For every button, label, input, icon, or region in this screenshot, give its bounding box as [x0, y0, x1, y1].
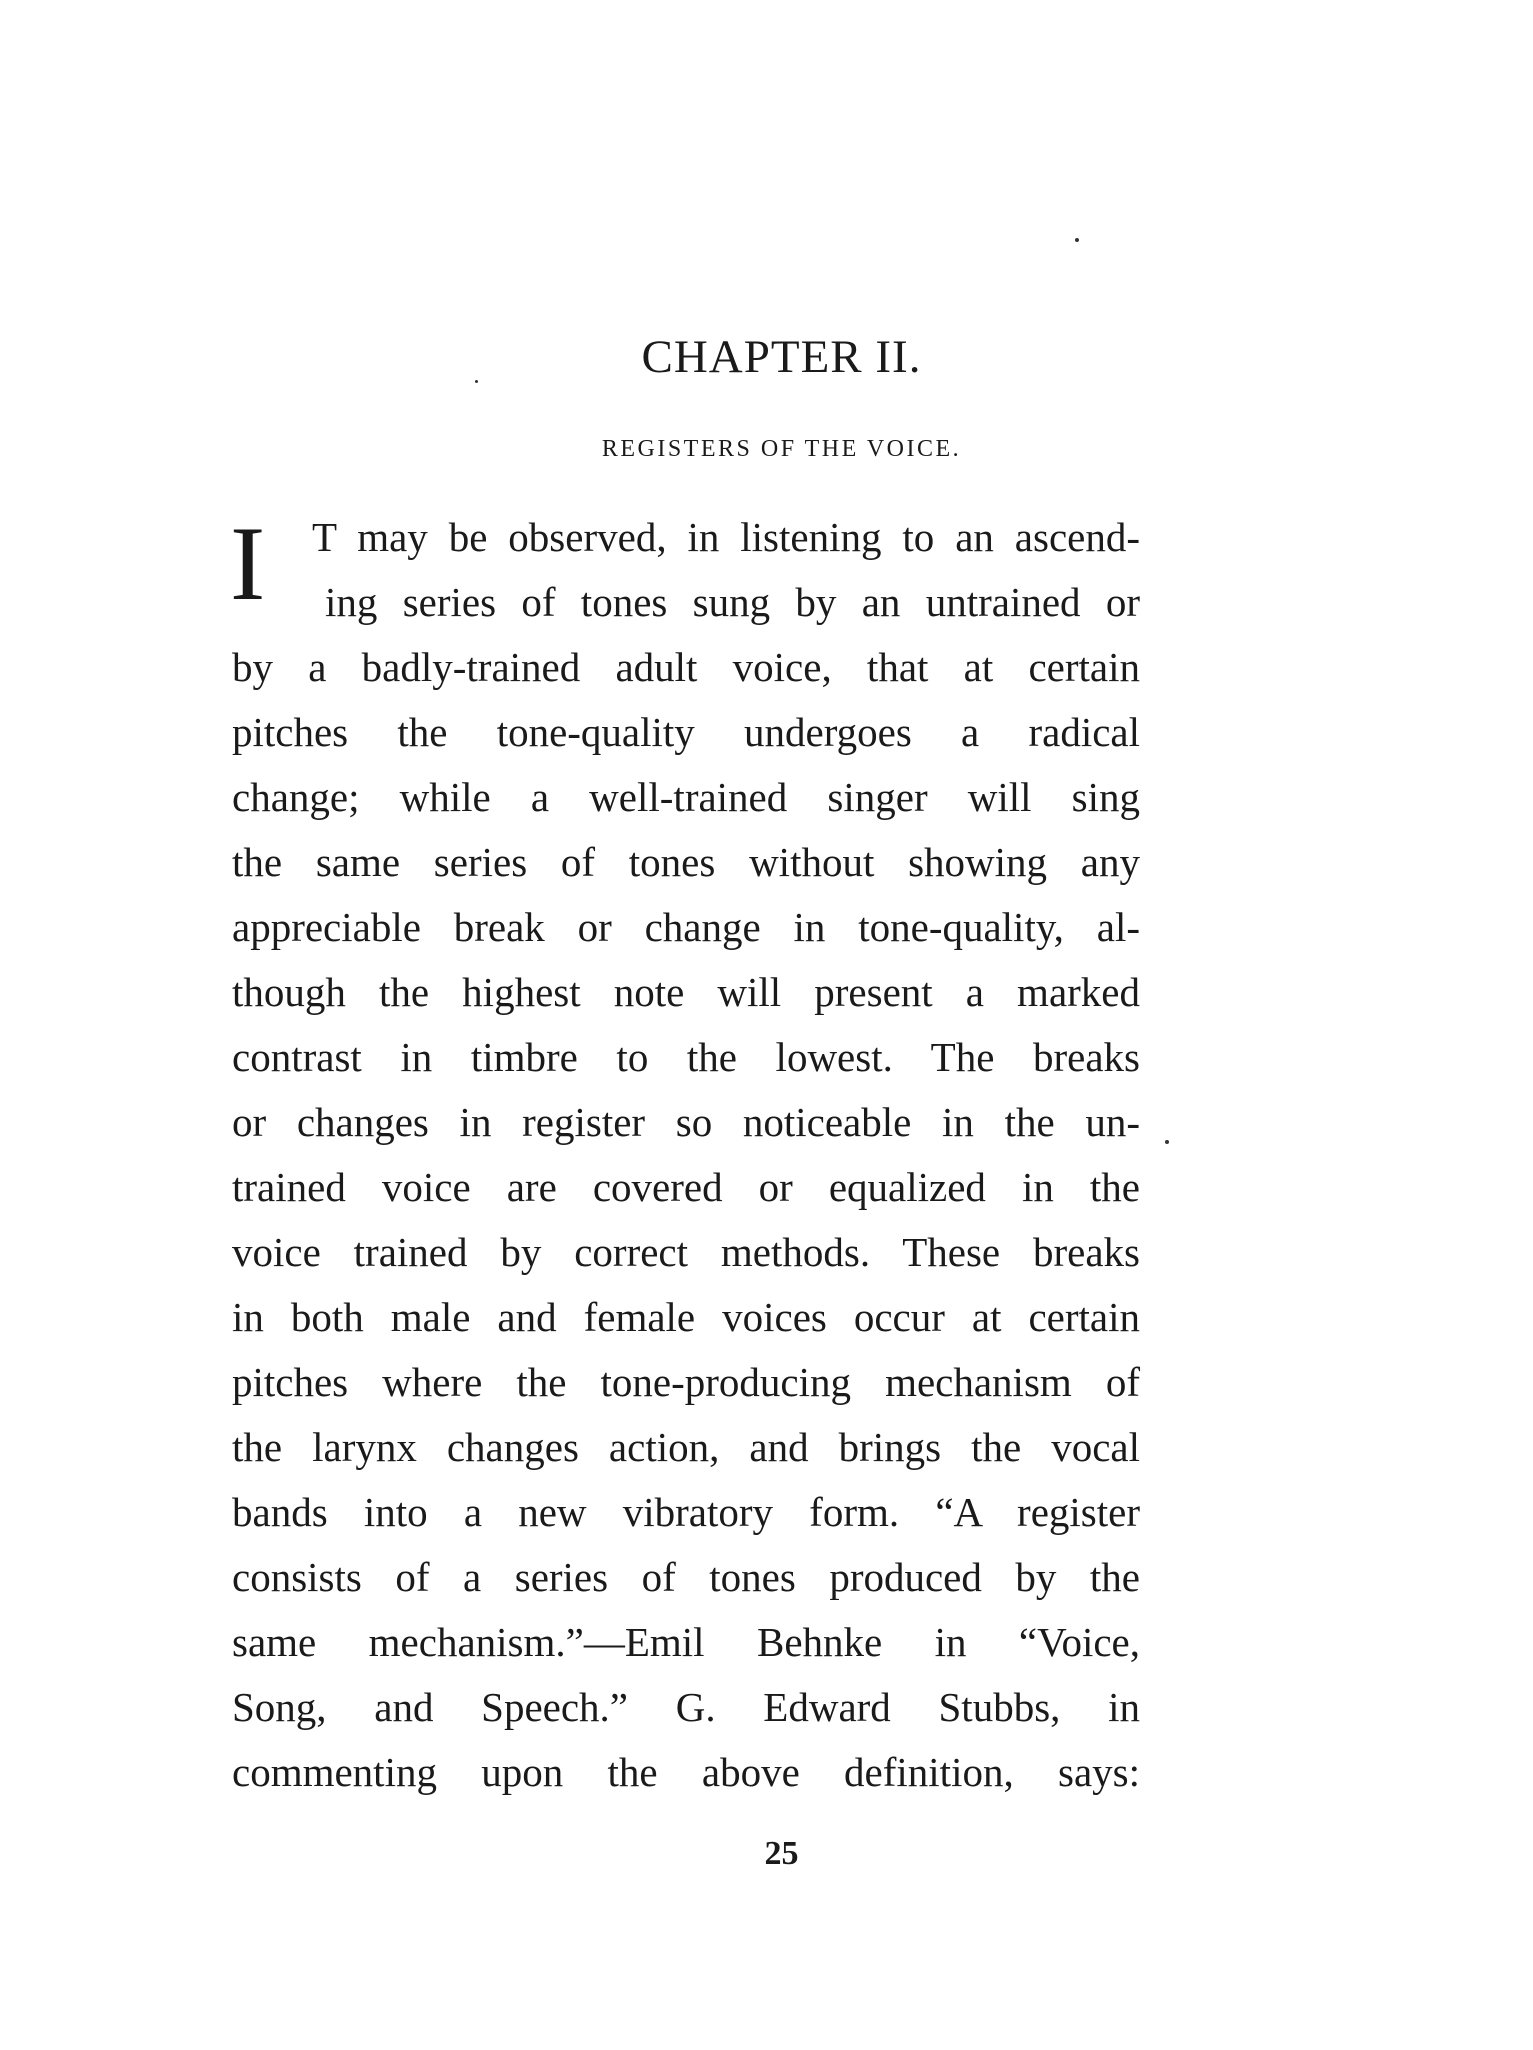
text-line: pitches the tone-quality undergoes a radical	[232, 709, 1140, 755]
text-line: though the highest note will present a marked	[232, 969, 1140, 1015]
print-speck	[1165, 1140, 1169, 1144]
text-line: in both male and female voices occur at certain	[232, 1294, 1140, 1340]
drop-cap: I	[230, 505, 266, 622]
print-speck	[1075, 238, 1079, 242]
page-number: 25	[764, 1835, 799, 1872]
text-line: voice trained by correct methods. These breaks	[232, 1229, 1140, 1275]
chapter-title: CHAPTER II.	[641, 331, 922, 383]
text-line: Song, and Speech.” G. Edward Stubbs, in	[232, 1684, 1140, 1730]
text-line: contrast in timbre to the lowest. The breaks	[232, 1034, 1140, 1080]
text-line: or changes in register so noticeable in the un-	[232, 1099, 1140, 1145]
text-line: bands into a new vibratory form. “A register	[232, 1489, 1140, 1535]
text-line: pitches where the tone-producing mechanism of	[232, 1359, 1140, 1405]
chapter-subtitle: REGISTERS OF THE VOICE.	[601, 436, 962, 462]
text-line: ing series of tones sung by an untrained or	[325, 579, 1140, 625]
text-line: the larynx changes action, and brings the vocal	[232, 1424, 1140, 1470]
text-line: the same series of tones without showing any	[232, 839, 1140, 885]
body-text	[232, 505, 1140, 1805]
text-line: consists of a series of tones produced by the	[232, 1554, 1140, 1600]
text-line: commenting upon the above definition, says:	[232, 1749, 1140, 1795]
text-line: T may be observed, in listening to an ascend-	[312, 514, 1140, 560]
text-line: by a badly-trained adult voice, that at certain	[232, 644, 1140, 690]
text-line: appreciable break or change in tone-quality, al-	[232, 904, 1140, 950]
text-line: change; while a well-trained singer will sing	[232, 774, 1140, 820]
text-line: trained voice are covered or equalized in the	[232, 1164, 1140, 1210]
text-line: same mechanism.”—Emil Behnke in “Voice,	[232, 1619, 1140, 1665]
print-speck	[475, 380, 478, 383]
